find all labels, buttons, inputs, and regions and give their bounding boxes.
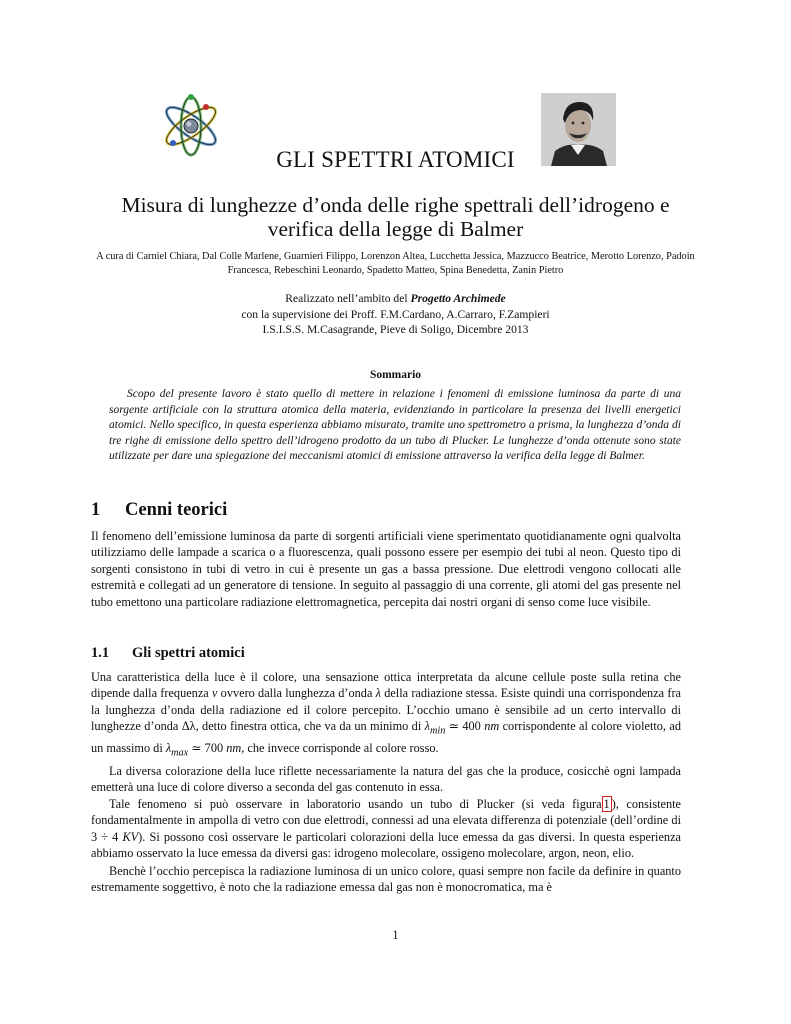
subsection-heading [91,645,245,662]
math-symbol: λ [424,719,430,734]
page-title: GLI SPETTRI ATOMICI [276,147,515,172]
subsection-title: Gli spettri atomici [132,645,245,661]
text-run: , detto finestra ottica, che va da un minimo di [195,719,425,734]
project-prefix: Realizzato nell’ambito del [285,292,411,305]
text-run: ). Si possono così osservare le particolari colorazioni della luce emessa da gas diversi. In questa esperienza abbiamo osservato la luce emessa da diversi gas: idrogeno molecolare, ossigeno molecolare, argon, neon, elio. [91,829,681,861]
math-symbol: Δλ [181,719,196,734]
math-unit: KV [122,829,139,844]
document-subtitle: Misura di lunghezze d’onda delle righe spettrali dell’idrogeno e verifica della legge di Balmer [121,193,670,241]
abstract-text: Scopo del presente lavoro è stato quello di mettere in relazione i fenomeni di emissione luminosa da parte di una sorgente artificiale con la struttura atomica della materia, evidenziando in particolare la presenza dei livelli energetici atomici. Nello specifico, in questa esperienza abbiamo misurato, tramite uno spettrometro a prisma, la lunghezza d’onda di tre righe di emissione dello spettro dell’idrogeno prodotto da un tubo di Plucker. Le lunghezze d’onda ottenute sono state utilizzate per dare una spiegazione dei meccanismi atomici di emissione attraverso la verifica della legge di Balmer. [109,388,681,462]
subsection-number: 1.1 [91,645,110,661]
math-value: ≃ 400 [445,719,485,734]
abstract-title: Sommario [369,369,422,381]
math-value: ≃ 700 [188,741,227,756]
section-title: Cenni teorici [125,500,228,520]
text-run: ovvero dalla lunghezza d’onda [217,686,376,701]
math-unit: nm [226,741,242,756]
figure-reference-link[interactable]: 1 [603,797,610,811]
project-line [100,291,691,307]
math-subscript: min [429,725,446,737]
text-run: ), consistente fondamentalmente in ampolla di vetro con due elettrodi, connessi ad una elevata differenza di potenziale (dell’ordine di 3 ÷ 4 [91,797,681,844]
page-number: 1 [392,928,399,942]
text-run: Tale fenomeno si può osservare in laboratorio usando un tubo di Plucker (si veda figura [109,797,602,811]
math-symbol: λ [165,741,172,756]
paragraph [91,796,681,862]
project-info [100,291,691,338]
supervision-line: con la supervisione dei Proff. F.M.Cardano, A.Carraro, F.Zampieri [241,307,550,321]
text-run: , che invece corrisponde al colore rosso. [241,741,439,756]
project-name: Progetto Archimede [410,292,506,305]
paragraph: Benchè l’occhio percepisca la radiazione luminosa di un unico colore, quasi sempre non facile da definire in quanto estremamente soggettivo, è noto che la radiazione emessa dal gas non è monocromatica, ma è [91,864,681,895]
text-run: della radiazione stessa. Esiste quindi una corrispondenza fra la lunghezza d’onda della radiazione ed il colore percepito. L’occhio umano è sensibile ad un certo intervallo di lunghezze d’onda [91,686,681,734]
text-run: Una caratteristica della luce è il colore, una sensazione ottica interpretata da alcune cellule poste sulla retina che dipende dalla frequenza [91,670,681,701]
section-number: 1 [91,500,101,520]
text-run: corrispondente al colore violetto, ad un massimo di [91,719,681,756]
math-unit: nm [484,719,500,734]
paragraph: La diversa colorazione della luce riflette necessariamente la natura del gas che la produce, cosicchè ogni lampada emetterà una luce di colore diverso a seconda del gas contenuto in essa. [91,764,681,795]
math-subscript: max [171,747,189,759]
section-heading [91,500,227,521]
school-line: I.S.I.S.S. M.Casagrande, Pieve di Soligo, Dicembre 2013 [262,323,529,336]
paragraph: Il fenomeno dell’emissione luminosa da parte di sorgenti artificiali viene sperimentato quotidianamente ogni qualvolta utilizziamo delle lampade a scarica o a fluorescenza, quali possono essere per esempio dei tubi al neon. Questo tipo di sorgenti consistono in tubi di vetro in cui è presente un gas a bassa pressione. Due elettrodi vengono collocati alle estremità e collegati ad un generatore di tensione. In seguito al passaggio di una corrente, gli atomi del gas presente nel tubo emettono una particolare radiazione elettromagnetica, percepita dai nostri organi di senso come luce visibile. [91,529,681,609]
authors-list: A cura di Carniel Chiara, Dal Colle Marlene, Guarnieri Filippo, Lorenzon Altea, Lucchetta Jessica, Mazzucco Beatrice, Merotto Lorenzo, Padoin Francesca, Rebeschini Leonardo, Spadetto Matteo, Spina Benedetta, Zanin Pietro [96,251,695,276]
paragraph [91,669,681,762]
math-symbol: λ [375,686,381,701]
math-symbol: ν [211,686,218,701]
